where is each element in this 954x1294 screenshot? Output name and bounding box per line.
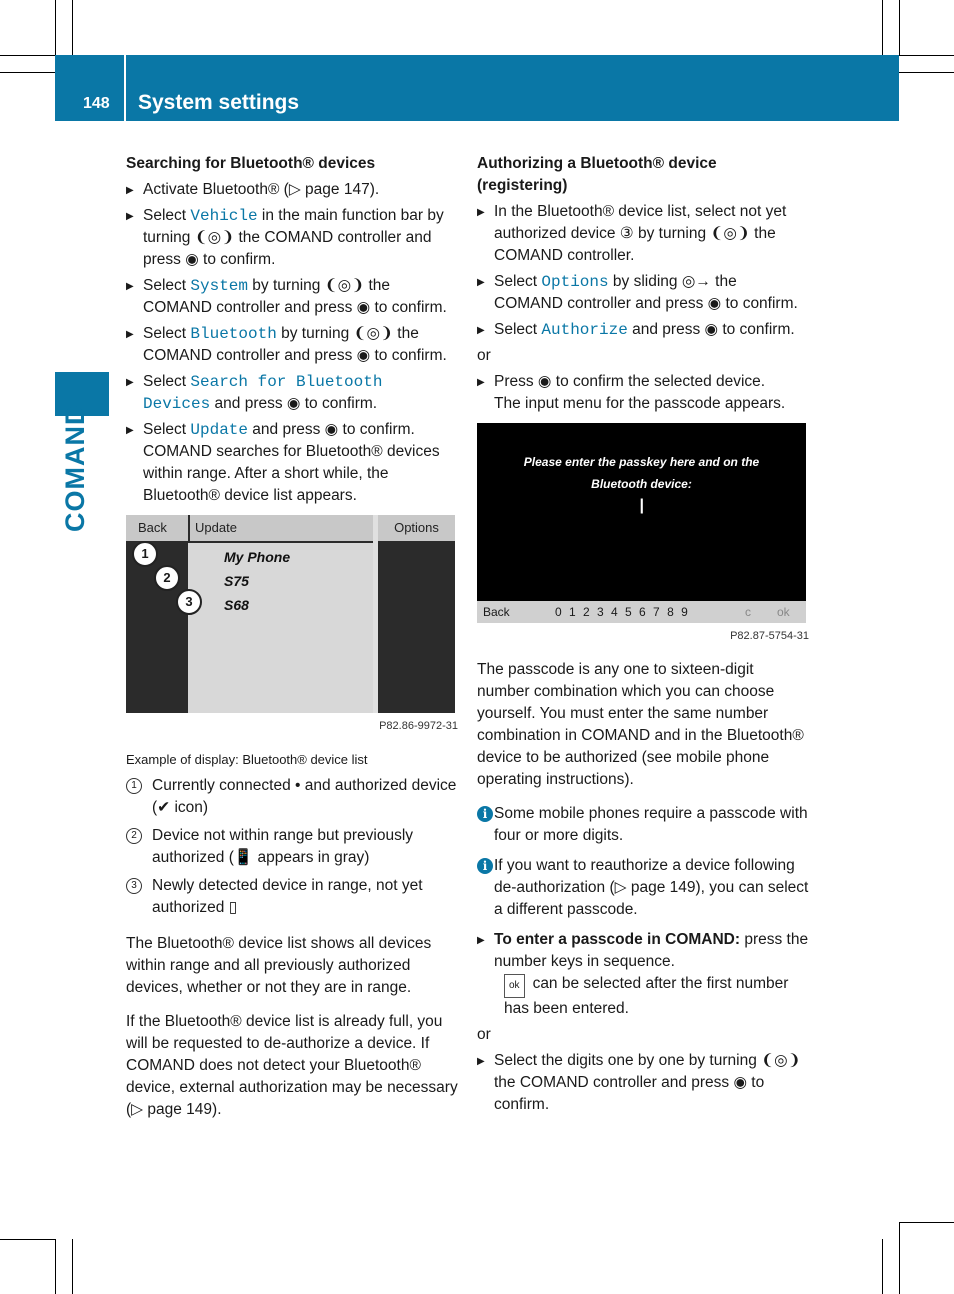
back-button[interactable]: Back (483, 605, 510, 619)
step: ▶ Select System by turning ❨◎❩ the COMAND controller and press ◉ to confirm. (126, 275, 458, 319)
update-button[interactable]: Update (190, 515, 373, 541)
text-cursor: | (639, 497, 644, 514)
ok-key[interactable]: ok (777, 605, 790, 619)
crop-mark (899, 1222, 954, 1223)
figure-code: P82.87-5754-31 (730, 630, 809, 642)
step: ▶ Select Update and press ◉ to confirm. COMAND searches for Bluetooth® devices within range. After a short while, the Bluetooth® device list appears. (126, 419, 458, 507)
step: ▶ Select the digits one by one by turning ❨◎❩ the COMAND controller and press ◉ to confirm. (477, 1050, 809, 1116)
paragraph: The passcode is any one to sixteen-digit number combination which you can choose yourself. You must enter the same number combination in COMAND and in the Bluetooth® device to be authorized (see mobile phone operating instructions). (477, 661, 804, 788)
ok-key-label: ok (504, 974, 525, 998)
device-item[interactable]: S68 (224, 597, 249, 613)
device-list-screen (126, 515, 455, 713)
crop-mark (55, 0, 56, 55)
page-header (55, 55, 899, 121)
callout-badge: 3 (176, 589, 202, 615)
paragraph: The Bluetooth® device list shows all devices within range and all previously authorized devices, whether or not they are in range. (126, 935, 432, 996)
menu-item-options: Options (541, 273, 609, 291)
info-note: i If you want to reauthorize a device following de-authorization (▷ page 149), you can select a different passcode. (477, 855, 809, 921)
legend-item: 2 Device not within range but previously authorized (📱 appears in gray) (126, 825, 458, 869)
options-button[interactable]: Options (378, 515, 455, 541)
side-label: COMAND (60, 404, 90, 532)
crop-mark (899, 0, 900, 55)
step: ▶ Activate Bluetooth® (▷ page 147). (126, 179, 458, 201)
callout-badge: 1 (132, 541, 158, 567)
digit-keyboard (477, 601, 806, 623)
step-result: COMAND searches for Bluetooth® devices within range. After a short while, the Bluetooth® device list appears. (143, 443, 440, 504)
right-column (477, 153, 809, 1120)
legend-item: 3 Newly detected device in range, not yet authorized ▯ (126, 875, 458, 919)
step: ▶ To enter a passcode in COMAND: press the number keys in sequence. ok can be selected after the first number has been entered. (477, 929, 809, 1020)
crop-mark (0, 1239, 55, 1240)
menu-item-bluetooth: Bluetooth (190, 325, 277, 343)
passcode-screen (477, 423, 806, 623)
crop-mark (899, 72, 954, 73)
step: ▶ Press ◉ to confirm the selected device. The input menu for the passcode appears. (477, 371, 809, 415)
crop-mark (899, 1222, 900, 1294)
page-title: System settings (138, 91, 300, 114)
crop-mark (72, 0, 73, 55)
crop-mark (882, 1239, 883, 1294)
crop-mark (882, 0, 883, 55)
crop-mark (0, 55, 55, 56)
info-icon: i (477, 806, 493, 822)
or-text: or (477, 1026, 491, 1043)
header-divider (124, 55, 126, 121)
section-heading: Searching for Bluetooth® devices (126, 155, 376, 172)
or-text: or (477, 347, 491, 364)
step: ▶ In the Bluetooth® device list, select not yet authorized device ③ by turning ❨◎❩ the COMAND controller. (477, 201, 809, 267)
step: ▶ Select Options by sliding ◎→ the COMAND controller and press ◉ to confirm. (477, 271, 809, 315)
menu-item-search: Search for Bluetooth Devices (143, 373, 383, 413)
clear-key[interactable]: c (745, 605, 751, 619)
page-number: 148 (83, 95, 110, 112)
step: ▶ Select Bluetooth by turning ❨◎❩ the COMAND controller and press ◉ to confirm. (126, 323, 458, 367)
menu-item-vehicle: Vehicle (190, 207, 258, 225)
device-item[interactable]: My Phone (224, 549, 291, 565)
info-note: i Some mobile phones require a passcode with four or more digits. (477, 803, 809, 847)
step: ▶ Select Vehicle in the main function bar by turning ❨◎❩ the COMAND controller and press ◉ to confirm. (126, 205, 458, 271)
crop-mark (0, 72, 55, 73)
menu-item-system: System (190, 277, 248, 295)
legend-item: 1 Currently connected • and authorized device (✔ icon) (126, 775, 458, 819)
step: ▶ Select Authorize and press ◉ to confirm. (477, 319, 809, 341)
crop-mark (72, 1239, 73, 1294)
menu-item-update: Update (190, 421, 248, 439)
menu-item-authorize: Authorize (541, 321, 628, 339)
scrollbar[interactable] (373, 515, 378, 713)
digit-keys[interactable]: 0 1 2 3 4 5 6 7 8 9 (555, 605, 690, 619)
device-list (188, 543, 373, 713)
passcode-prompt: Please enter the passkey here and on the Bluetooth device: | (477, 451, 806, 517)
back-button[interactable]: Back (126, 515, 188, 541)
step: ▶ Select Search for Bluetooth Devices and press ◉ to confirm. (126, 371, 458, 415)
step-result: The input menu for the passcode appears. (494, 395, 786, 412)
section-heading: Authorizing a Bluetooth® device (registering) (477, 155, 717, 194)
device-item[interactable]: S75 (224, 573, 249, 589)
paragraph: If the Bluetooth® device list is already full, you will be requested to de-authorize a device. If COMAND does not detect your Bluetooth® device, external authorization may be necessary (▷ page 149). (126, 1013, 458, 1118)
figure-code: P82.86-9972-31 (379, 720, 458, 732)
info-icon: i (477, 858, 493, 874)
left-column (126, 153, 458, 1125)
crop-mark (55, 1239, 56, 1294)
crop-mark (899, 55, 954, 56)
figure-caption: Example of display: Bluetooth® device list (126, 752, 368, 767)
callout-badge: 2 (154, 565, 180, 591)
